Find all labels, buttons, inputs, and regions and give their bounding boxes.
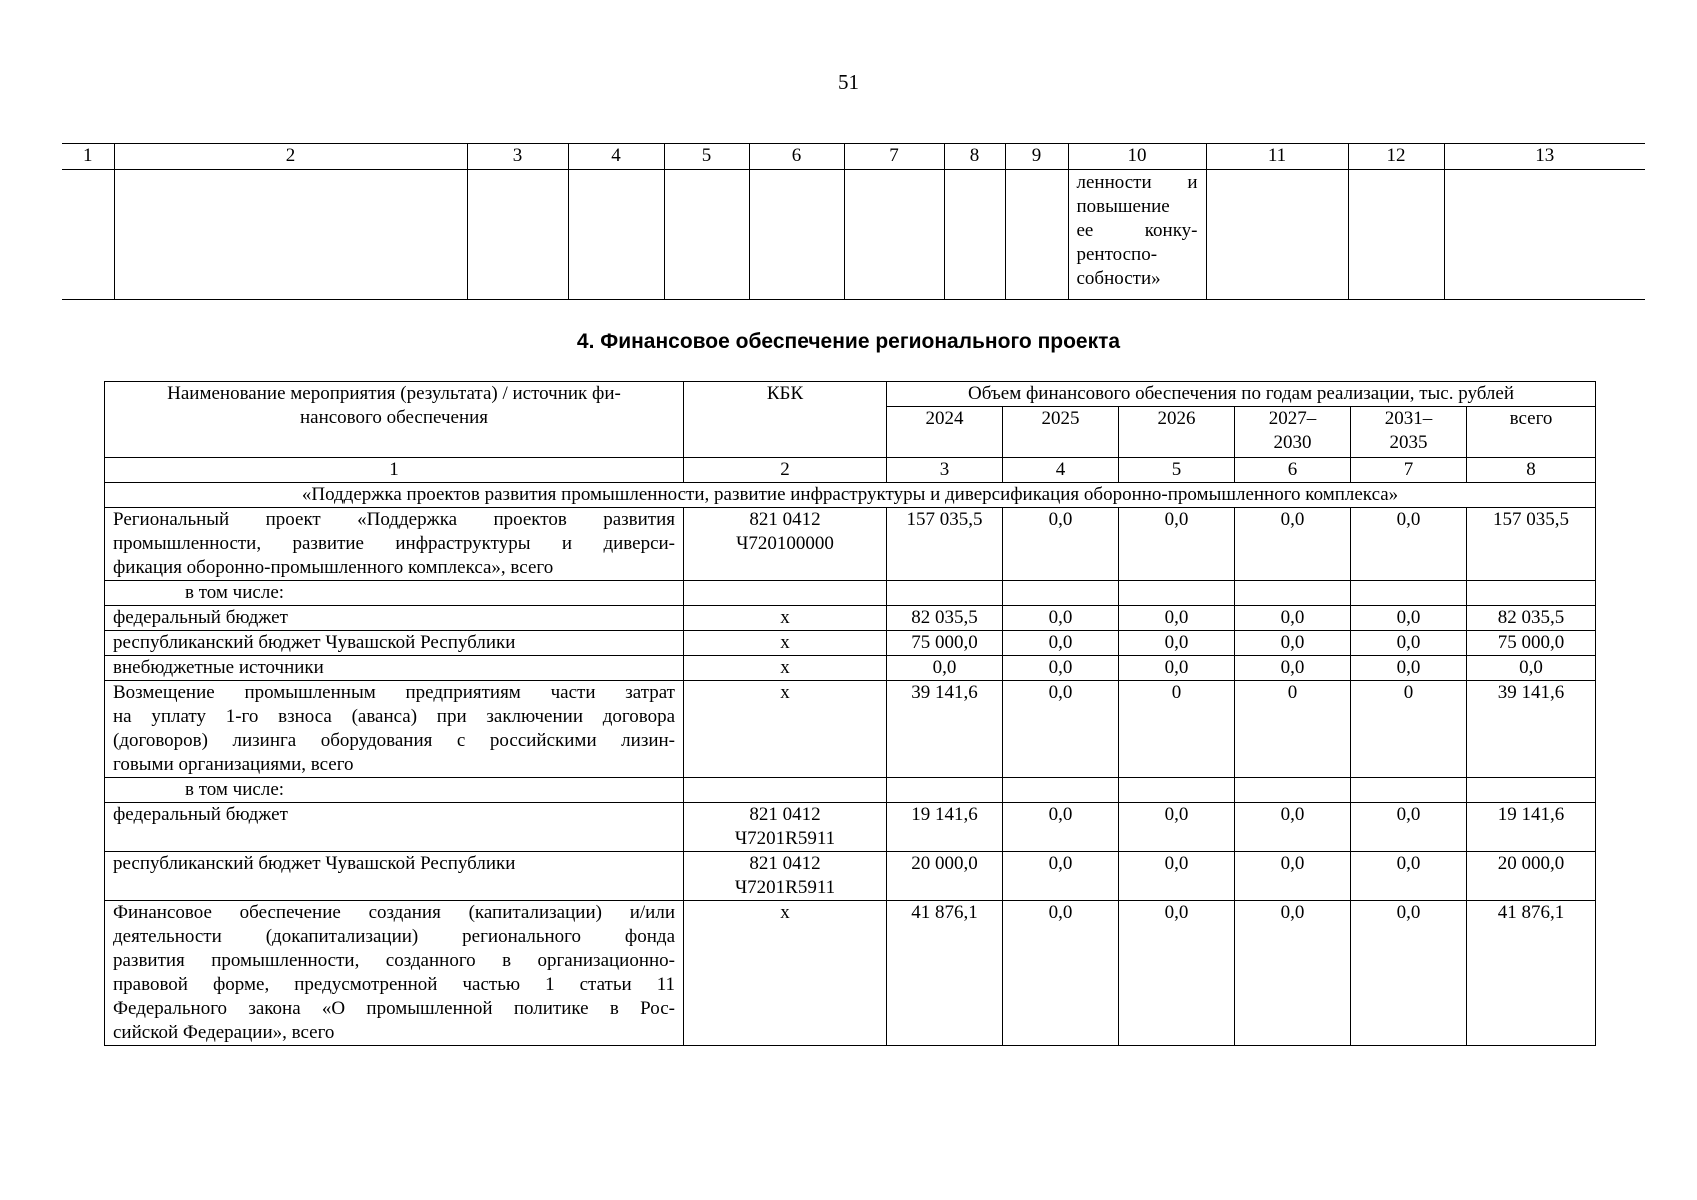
kbk-cell <box>684 631 887 656</box>
volume-header: Объем финансового обеспечения по годам реализации, тыс. рублей <box>887 382 1596 407</box>
empty-cell <box>749 170 844 300</box>
value-cell: 0,0 <box>1003 681 1119 778</box>
empty-cell <box>62 170 114 300</box>
subtotal-label: в том числе: <box>105 581 684 606</box>
empty-cell <box>944 170 1005 300</box>
value-cell: 0,0 <box>1467 656 1596 681</box>
col-number: 12 <box>1348 144 1444 170</box>
table-row <box>105 778 1596 803</box>
kbk-cell <box>684 803 887 852</box>
finance-body <box>105 508 1596 1046</box>
col-number: 5 <box>1119 458 1235 483</box>
value-cell: 0,0 <box>1003 508 1119 581</box>
empty-cell <box>1235 778 1351 803</box>
empty-cell <box>1235 581 1351 606</box>
kbk-line: 821 0412 <box>749 804 821 825</box>
continuation-table <box>62 143 1645 300</box>
row-name-line: правовой форме, предусмотренной частью 1 статьи 11 <box>113 974 675 995</box>
row-name <box>105 901 684 1046</box>
row-name <box>105 508 684 581</box>
value-cell: 0,0 <box>1351 901 1467 1046</box>
year-header <box>1235 407 1351 458</box>
header-line: Наименование мероприятия (результата) / источник фи- <box>167 383 621 404</box>
empty-cell <box>1206 170 1348 300</box>
empty-cell <box>1351 581 1467 606</box>
year-line: 2024 <box>925 408 964 429</box>
value-cell: 0,0 <box>887 656 1003 681</box>
col-number: 9 <box>1005 144 1068 170</box>
row-name-line: Региональный проект «Поддержка проектов развития <box>113 509 675 530</box>
table-row <box>105 606 1596 631</box>
row-name-line: говыми организациями, всего <box>113 754 354 775</box>
col10-text <box>1068 170 1206 300</box>
kbk-line: 821 0412 <box>749 509 821 530</box>
value-cell: 20 000,0 <box>887 852 1003 901</box>
empty-cell <box>1348 170 1444 300</box>
kbk-line: х <box>780 632 790 653</box>
empty-cell <box>1005 170 1068 300</box>
value-cell: 0,0 <box>1003 803 1119 852</box>
table-row <box>105 508 1596 581</box>
year-header <box>1119 407 1235 458</box>
col-number: 7 <box>844 144 944 170</box>
kbk-cell <box>684 508 887 581</box>
value-cell: 157 035,5 <box>887 508 1003 581</box>
value-cell: 41 876,1 <box>1467 901 1596 1046</box>
row-name: федеральный бюджет <box>105 606 684 631</box>
table-row <box>105 581 1596 606</box>
value-cell: 0,0 <box>1235 508 1351 581</box>
year-header <box>1351 407 1467 458</box>
col-number: 3 <box>467 144 568 170</box>
row-name-line: промышленности, развитие инфраструктуры и диверси- <box>113 533 675 554</box>
value-cell: 0 <box>1119 681 1235 778</box>
kbk-line: х <box>780 902 790 923</box>
value-cell: 20 000,0 <box>1467 852 1596 901</box>
table-row <box>105 803 1596 852</box>
value-cell: 75 000,0 <box>887 631 1003 656</box>
empty-cell <box>664 170 749 300</box>
col-number: 11 <box>1206 144 1348 170</box>
value-cell: 0,0 <box>1235 606 1351 631</box>
value-cell: 0,0 <box>1003 656 1119 681</box>
col-number: 8 <box>944 144 1005 170</box>
value-cell: 75 000,0 <box>1467 631 1596 656</box>
finance-table <box>104 381 1596 1046</box>
page-number: 51 <box>838 70 859 94</box>
table-row <box>105 852 1596 901</box>
col-number: 3 <box>887 458 1003 483</box>
year-line: 2035 <box>1389 432 1428 453</box>
row-name-line: развития промышленности, созданного в организационно- <box>113 950 675 971</box>
table-row <box>105 901 1596 1046</box>
kbk-cell <box>684 656 887 681</box>
kbk-line: х <box>780 657 790 678</box>
empty-cell <box>887 778 1003 803</box>
continuation-header-row <box>62 144 1645 170</box>
kbk-cell <box>684 901 887 1046</box>
col-number: 13 <box>1444 144 1645 170</box>
kbk-cell <box>684 681 887 778</box>
row-name: республиканский бюджет Чувашской Республики <box>105 631 684 656</box>
col-number: 1 <box>62 144 114 170</box>
value-cell: 82 035,5 <box>887 606 1003 631</box>
empty-cell <box>1467 581 1596 606</box>
value-cell: 19 141,6 <box>1467 803 1596 852</box>
value-cell: 0,0 <box>1351 508 1467 581</box>
kbk-cell <box>684 606 887 631</box>
table-row <box>105 656 1596 681</box>
year-header <box>1003 407 1119 458</box>
kbk-column-header: КБК <box>684 382 887 458</box>
col-number: 8 <box>1467 458 1596 483</box>
empty-cell <box>1003 581 1119 606</box>
value-cell: 0,0 <box>1235 656 1351 681</box>
col10-line: ленности и <box>1076 172 1198 193</box>
empty-cell <box>1467 778 1596 803</box>
value-cell: 0,0 <box>1119 852 1235 901</box>
value-cell: 0,0 <box>1351 803 1467 852</box>
empty-cell <box>684 778 887 803</box>
year-header <box>1467 407 1596 458</box>
empty-cell <box>684 581 887 606</box>
year-line: 2026 <box>1157 408 1196 429</box>
row-name-line: сийской Федерации», всего <box>113 1022 335 1043</box>
year-header <box>887 407 1003 458</box>
col-number: 5 <box>664 144 749 170</box>
col-number: 6 <box>1235 458 1351 483</box>
value-cell: 0,0 <box>1119 656 1235 681</box>
row-name: республиканский бюджет Чувашской Республики <box>105 852 684 901</box>
kbk-line: Ч7201R5911 <box>734 828 836 849</box>
value-cell: 0,0 <box>1003 606 1119 631</box>
project-title-row <box>105 483 1596 508</box>
empty-cell <box>1444 170 1645 300</box>
col10-line: ее конку- <box>1076 220 1198 241</box>
empty-cell <box>467 170 568 300</box>
year-line: 2025 <box>1041 408 1080 429</box>
value-cell: 0,0 <box>1119 631 1235 656</box>
value-cell: 0,0 <box>1351 656 1467 681</box>
value-cell: 39 141,6 <box>1467 681 1596 778</box>
value-cell: 41 876,1 <box>887 901 1003 1046</box>
empty-cell <box>887 581 1003 606</box>
value-cell: 0,0 <box>1351 631 1467 656</box>
col-number: 4 <box>1003 458 1119 483</box>
col10-line: рентоспо- <box>1076 244 1158 265</box>
value-cell: 0,0 <box>1351 852 1467 901</box>
subtotal-label: в том числе: <box>105 778 684 803</box>
empty-cell <box>844 170 944 300</box>
row-name-line: деятельности (докапитализации) регионального фонда <box>113 926 675 947</box>
value-cell: 0 <box>1351 681 1467 778</box>
value-cell: 0 <box>1235 681 1351 778</box>
year-line: 2031– <box>1384 408 1433 429</box>
value-cell: 0,0 <box>1351 606 1467 631</box>
value-cell: 0,0 <box>1119 508 1235 581</box>
col10-line: повышение <box>1076 196 1170 217</box>
value-cell: 0,0 <box>1003 852 1119 901</box>
value-cell: 0,0 <box>1235 631 1351 656</box>
project-title: «Поддержка проектов развития промышленности, развитие инфраструктуры и диверсификация оборонно-промышленного комплекса» <box>105 483 1596 508</box>
col-number: 2 <box>114 144 467 170</box>
header-line: нансового обеспечения <box>299 407 489 428</box>
year-line: всего <box>1509 408 1553 429</box>
value-cell: 0,0 <box>1119 901 1235 1046</box>
empty-cell <box>1119 778 1235 803</box>
value-cell: 0,0 <box>1003 631 1119 656</box>
col-number: 4 <box>568 144 664 170</box>
row-name-line: Федерального закона «О промышленной политике в Рос- <box>113 998 675 1019</box>
empty-cell <box>1003 778 1119 803</box>
kbk-cell <box>684 852 887 901</box>
value-cell: 0,0 <box>1003 901 1119 1046</box>
column-numbers-row <box>105 458 1596 483</box>
value-cell: 39 141,6 <box>887 681 1003 778</box>
col-number: 6 <box>749 144 844 170</box>
table-row <box>105 631 1596 656</box>
value-cell: 0,0 <box>1119 803 1235 852</box>
row-name: внебюджетные источники <box>105 656 684 681</box>
value-cell: 157 035,5 <box>1467 508 1596 581</box>
kbk-line: Ч7201R5911 <box>734 877 836 898</box>
year-line: 2030 <box>1273 432 1312 453</box>
row-name <box>105 681 684 778</box>
col-number: 1 <box>105 458 684 483</box>
kbk-line: Ч720100000 <box>736 533 834 554</box>
col-number: 10 <box>1068 144 1206 170</box>
name-column-header <box>105 382 684 458</box>
row-name-line: Возмещение промышленным предприятиям части затрат <box>113 682 675 703</box>
row-name-line: Финансовое обеспечение создания (капитализации) и/или <box>113 902 675 923</box>
empty-cell <box>114 170 467 300</box>
header-row <box>105 382 1596 407</box>
continuation-body-row <box>62 170 1645 300</box>
kbk-line: х <box>780 682 790 703</box>
year-line: 2027– <box>1268 408 1317 429</box>
value-cell: 0,0 <box>1235 803 1351 852</box>
col-number: 2 <box>684 458 887 483</box>
value-cell: 0,0 <box>1119 606 1235 631</box>
value-cell: 0,0 <box>1235 852 1351 901</box>
kbk-line: 821 0412 <box>749 853 821 874</box>
empty-cell <box>1351 778 1467 803</box>
empty-cell <box>1119 581 1235 606</box>
value-cell: 19 141,6 <box>887 803 1003 852</box>
table-row <box>105 681 1596 778</box>
col10-line: собности» <box>1076 268 1161 289</box>
value-cell: 82 035,5 <box>1467 606 1596 631</box>
row-name: федеральный бюджет <box>105 803 684 852</box>
kbk-line: х <box>780 607 790 628</box>
value-cell: 0,0 <box>1235 901 1351 1046</box>
row-name-line: фикация оборонно-промышленного комплекса», всего <box>113 557 554 578</box>
empty-cell <box>568 170 664 300</box>
row-name-line: на уплату 1-го взноса (аванса) при заключении договора <box>113 706 675 727</box>
row-name-line: (договоров) лизинга оборудования с российскими лизин- <box>113 730 675 751</box>
section-title: 4. Финансовое обеспечение регионального проекта <box>576 330 1121 353</box>
col-number: 7 <box>1351 458 1467 483</box>
